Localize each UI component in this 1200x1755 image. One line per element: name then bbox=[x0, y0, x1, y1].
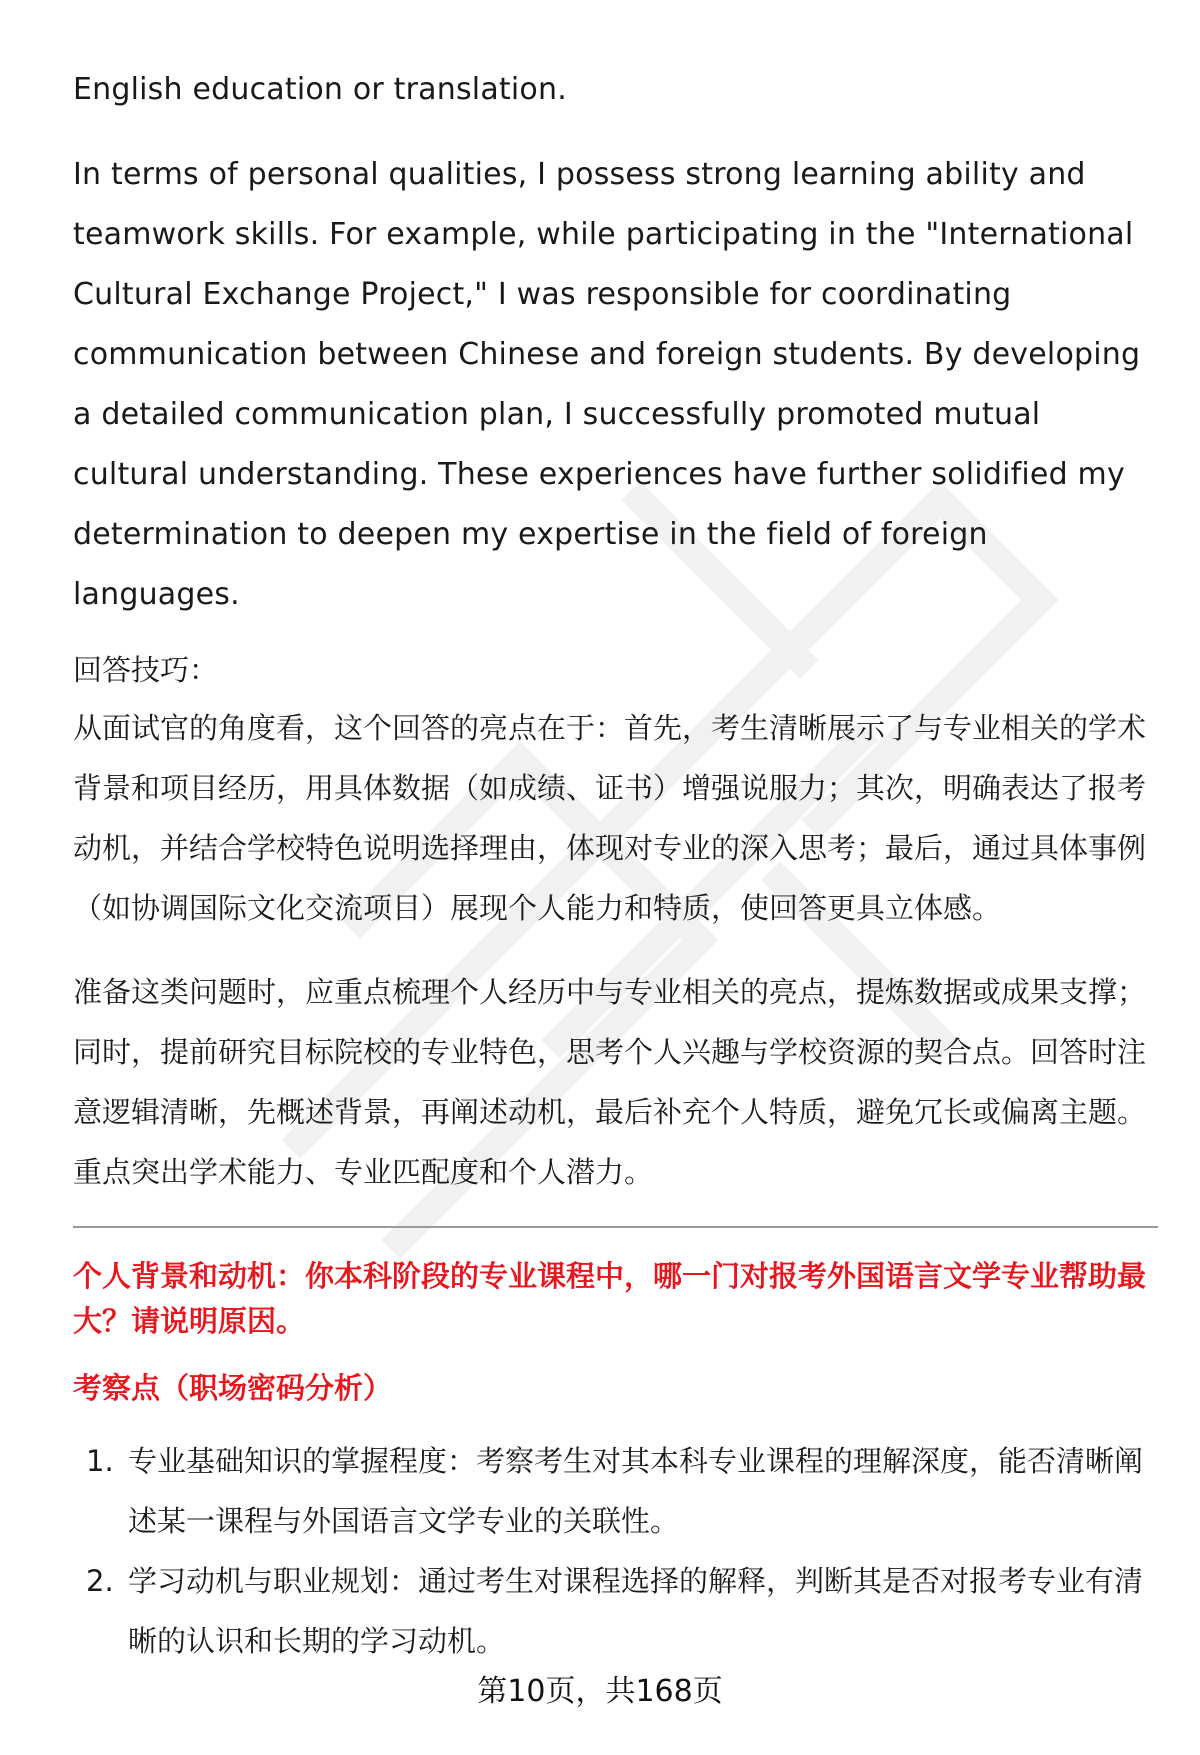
tips-label: 回答技巧： bbox=[73, 653, 219, 687]
list-item-text: 专业基础知识的掌握程度：考察考生对其本科专业课程的理解深度，能否清晰阐述某一课程与外国语言文学专业的关联性。 bbox=[128, 1444, 1144, 1538]
main-content bbox=[73, 60, 1158, 1671]
list-item-number: 1. bbox=[86, 1444, 114, 1478]
list-item-number: 2. bbox=[86, 1564, 114, 1598]
list-item bbox=[73, 1551, 1158, 1671]
assessment-points-list bbox=[73, 1431, 1158, 1671]
tips-paragraph-2: 准备这类问题时，应重点梳理个人经历中与专业相关的亮点，提炼数据或成果支撑；同时，提前研究目标院校的专业特色，思考个人兴趣与学校资源的契合点。回答时注意逻辑清晰，先概述背景，再阐述动机，最后补充个人特质，避免冗长或偏离主题。重点突出学术能力、专业匹配度和个人潜力。 bbox=[73, 975, 1147, 1189]
section-divider bbox=[73, 1226, 1158, 1228]
assessment-points-heading: 考察点（职场密码分析） bbox=[73, 1371, 393, 1405]
tips-paragraph-1: 从面试官的角度看，这个回答的亮点在于：首先，考生清晰展示了与专业相关的学术背景和项目经历，用具体数据（如成绩、证书）增强说服力；其次，明确表达了报考动机，并结合学校特色说明选择理由，体现对专业的深入思考；最后，通过具体事例（如协调国际文化交流项目）展现个人能力和特质，使回答更具立体感。 bbox=[73, 711, 1147, 925]
list-item-text: 学习动机与职业规划：通过考生对课程选择的解释，判断其是否对报考专业有清晰的认识和长期的学习动机。 bbox=[128, 1564, 1144, 1658]
question-heading: 个人背景和动机：你本科阶段的专业课程中，哪一门对报考外国语言文学专业帮助最大？请说明原因。 bbox=[73, 1259, 1147, 1338]
paragraph-english-2: In terms of personal qualities, I possess strong learning ability and teamwork skills. For example, while participating in the "International Cultural Exchange Project," I was responsible for coordinating communication between Chinese and foreign students. By developing a detailed communication plan, I successfully promoted mutual cultural understanding. These experiences have further solidified my determination to deepen my expertise in the field of foreign languages. bbox=[73, 157, 1141, 612]
list-item bbox=[73, 1431, 1158, 1551]
paragraph-english-1: English education or translation. bbox=[73, 72, 567, 107]
page-number-footer: 第10页，共168页 bbox=[477, 1674, 723, 1709]
